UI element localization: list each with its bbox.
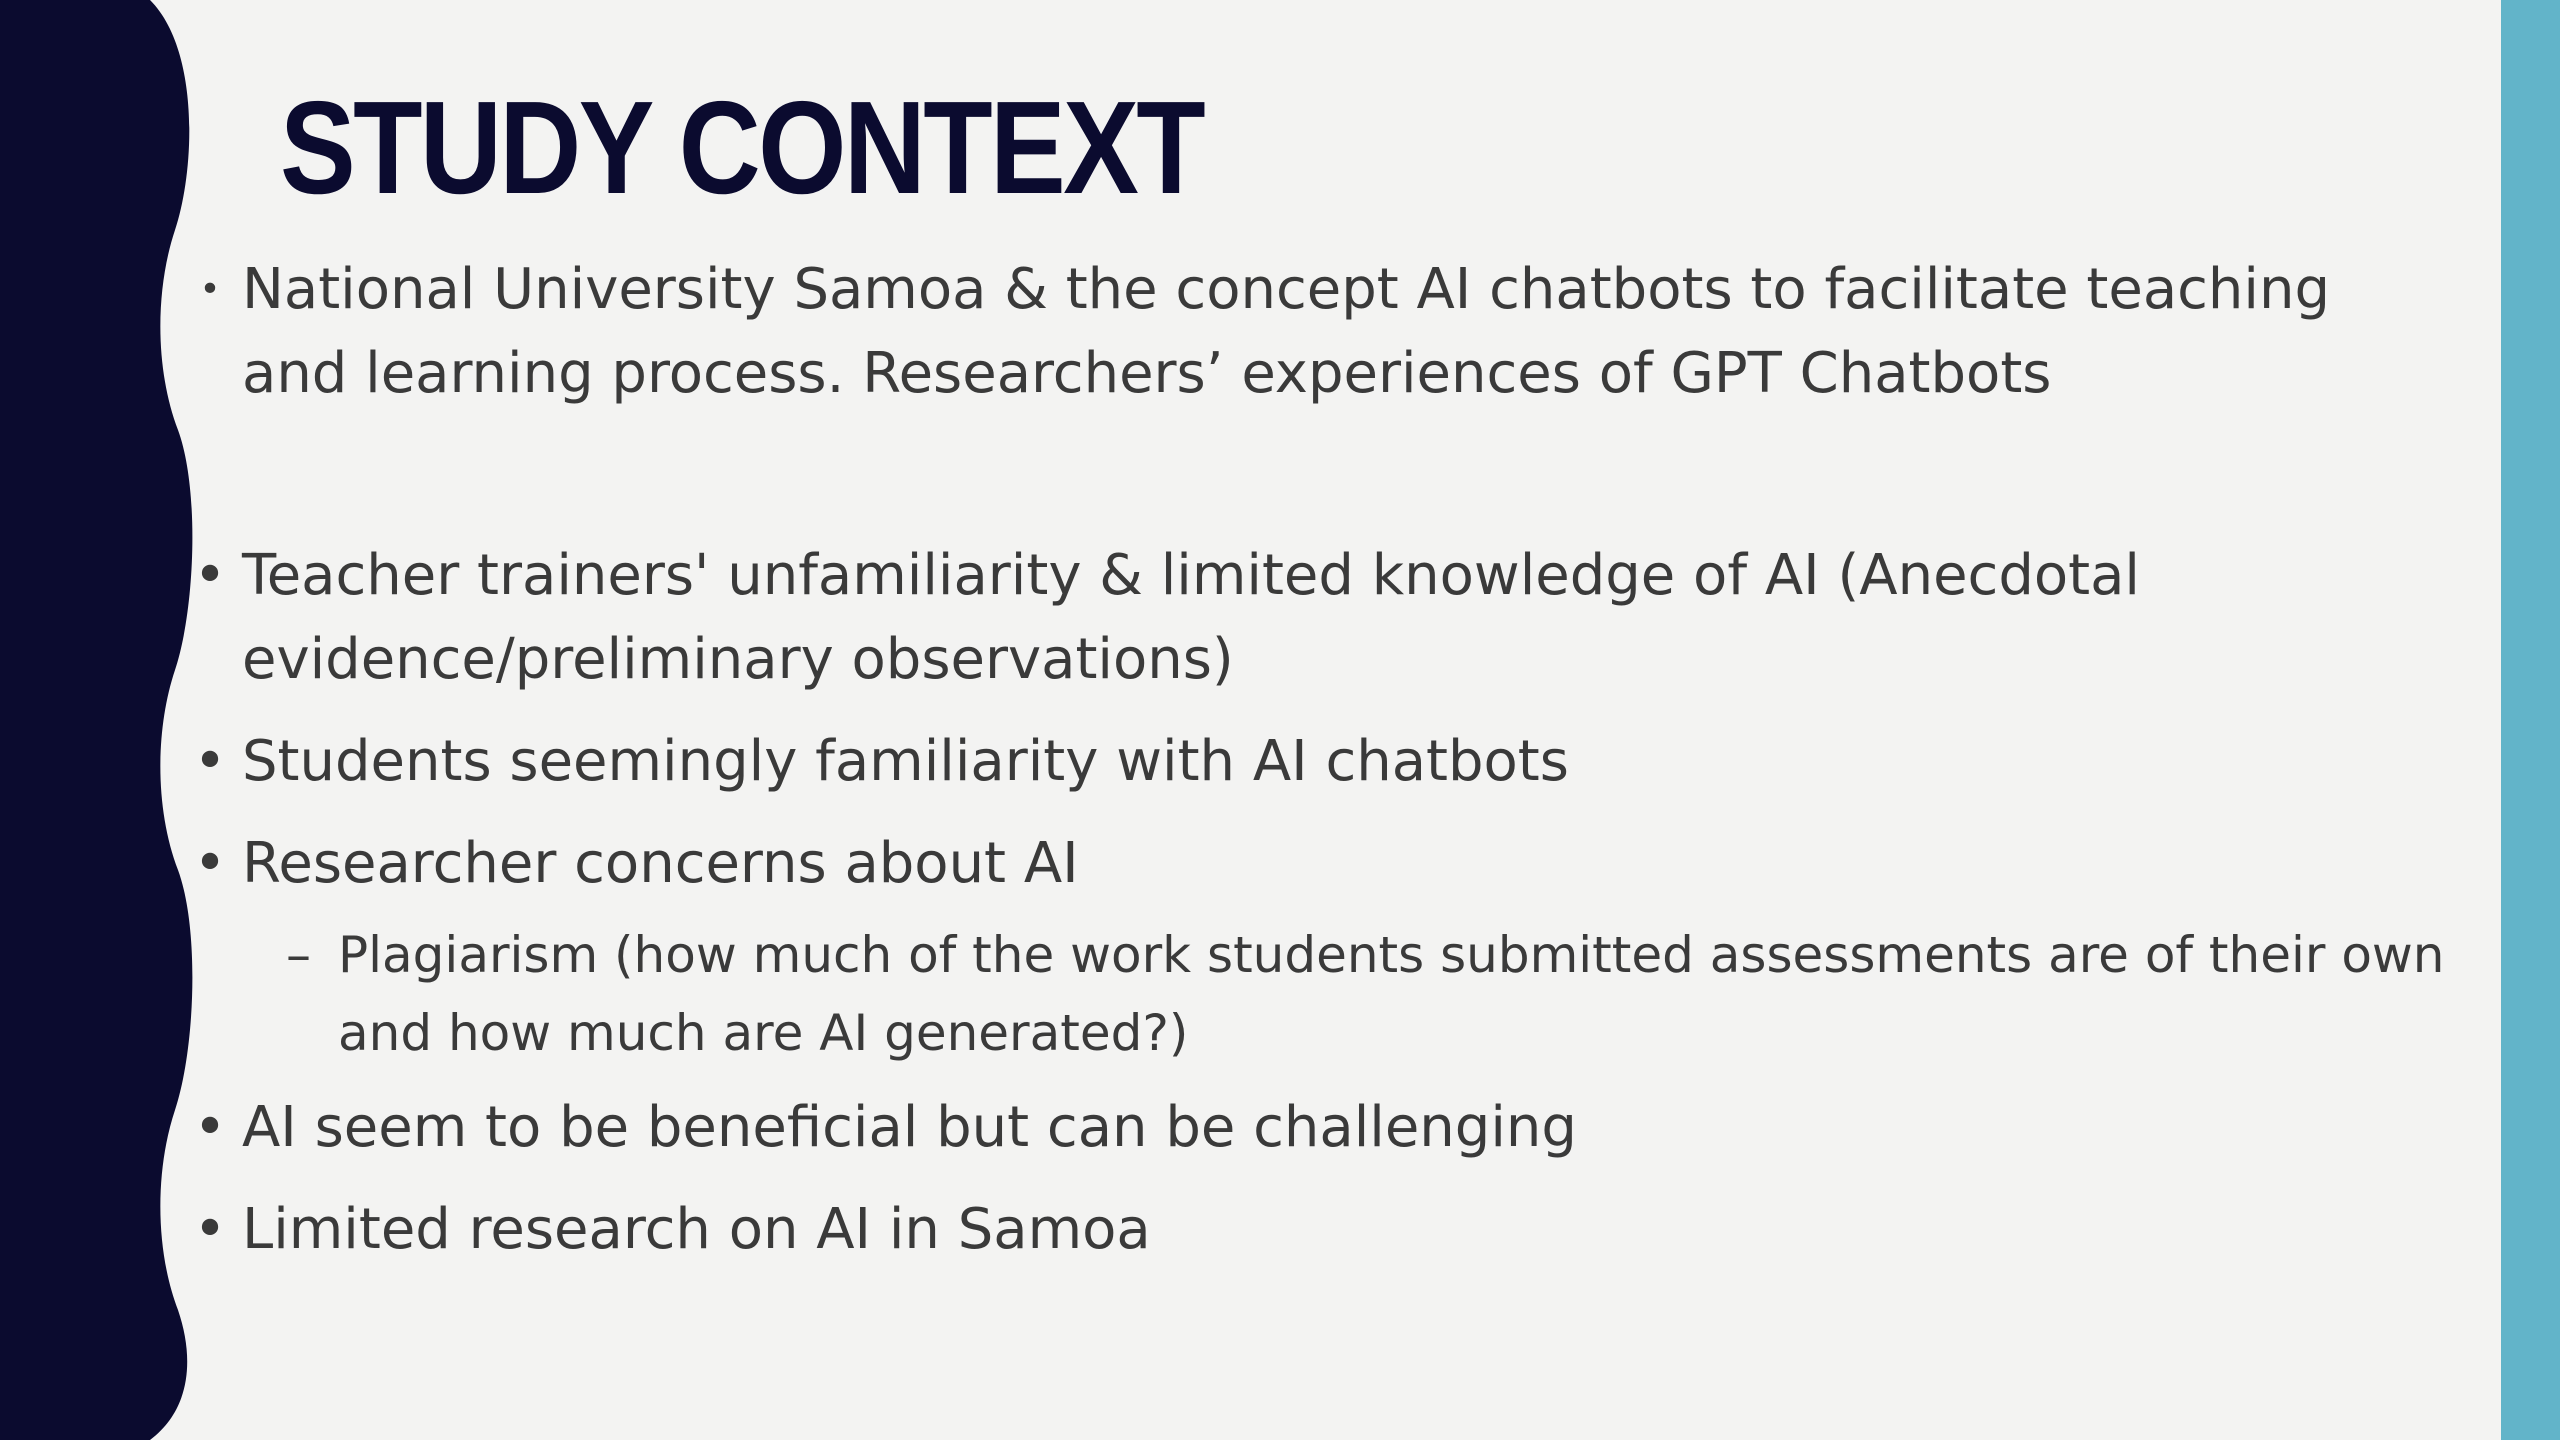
sub-bullet-text: Plagiarism (how much of the work students submitted assessments are of their own and how much are AI generated?) <box>338 926 2445 1062</box>
bullet-item <box>190 248 2450 416</box>
right-accent-bar <box>2501 0 2560 1440</box>
bullet-marker: • <box>193 729 227 794</box>
bullet-marker: • <box>193 1095 227 1160</box>
bullet-marker: • <box>199 269 221 310</box>
bullet-text: AI seem to be beneficial but can be challenging <box>242 1095 1577 1160</box>
bullet-item <box>190 720 2450 804</box>
left-wave-shape <box>0 0 192 1440</box>
bullet-item <box>190 534 2450 702</box>
bullet-marker: • <box>193 831 227 896</box>
bullet-marker: • <box>193 1197 227 1262</box>
bullet-marker: • <box>193 543 227 608</box>
sub-bullet-marker: – <box>286 926 311 984</box>
bullet-text: Students seemingly familiarity with AI chatbots <box>242 729 1569 794</box>
bullet-item <box>190 1086 2450 1170</box>
bullet-text: Limited research on AI in Samoa <box>242 1197 1151 1262</box>
left-wave-band <box>0 0 200 1440</box>
bullet-text: Teacher trainers' unfamiliarity & limited knowledge of AI (Anecdotal evidence/preliminary observations) <box>242 543 2140 692</box>
bullet-item <box>190 822 2450 906</box>
bullet-item <box>190 1188 2450 1272</box>
bullet-text: National University Samoa & the concept AI chatbots to facilitate teaching and learning process. Researchers’ experiences of GPT Chatbots <box>242 257 2331 406</box>
bullet-text: Researcher concerns about AI <box>242 831 1079 896</box>
sub-bullet-item <box>190 916 2450 1072</box>
slide-title: STUDY CONTEXT <box>280 74 1204 221</box>
slide-body <box>190 248 2450 1272</box>
